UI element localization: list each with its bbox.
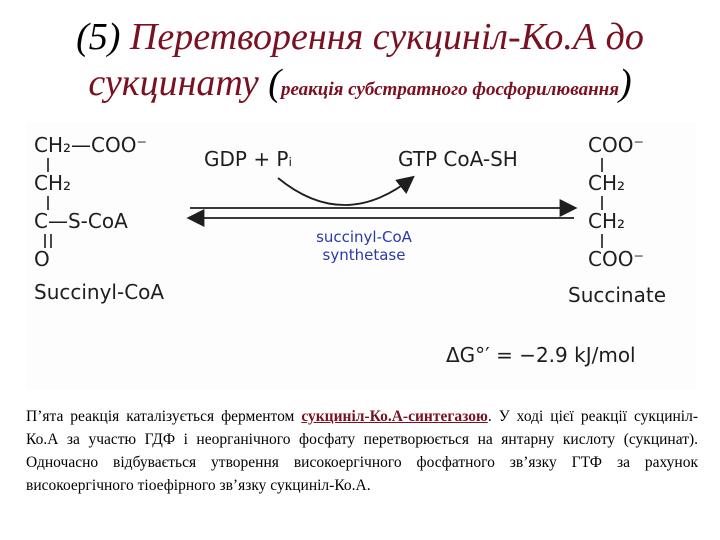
right-formula-row-3: CH₂ [588,209,626,233]
slide-title [0,14,720,113]
delta-g-label: ΔG°′ = −2.9 kJ/mol [446,343,636,367]
title-close-paren: ) [619,62,632,104]
right-formula-row-2: CH₂ [588,171,626,195]
cofactor-out-label: GTP CoA-SH [398,147,518,171]
description-enzyme-name: сукциніл-Ко.А-синтегазою [301,408,488,425]
description-text-before: П’ята реакція каталізується ферментом [26,408,302,425]
enzyme-label-line2: synthetase [322,246,406,264]
succinyl-coa-label: Succinyl-CoA [34,280,165,304]
title-line2: сукцинату [88,62,259,104]
left-formula-row-2: CH₂ [34,171,72,195]
left-formula-row-3: C—S-CoA [34,209,128,233]
title-subtitle: реакція субстратного фосфорилювання [280,79,620,100]
reaction-scheme [26,122,696,390]
right-formula-row-1: COO⁻ [588,133,645,157]
left-formula-row-1: CH₂—COO⁻ [34,133,148,157]
cofactor-curved-arrow [278,178,412,205]
enzyme-label-line1: succinyl-CoA [316,228,412,246]
right-formula-row-4: COO⁻ [588,247,645,271]
left-formula-row-4: O [34,247,50,271]
title-open-paren: ( [268,62,281,104]
description-text-after: . У ході цієї реакції сукциніл-Ко.А за участю ГДФ і неорганічного фосфату перетворюється на янтарну кислоту (сукцинат). Одночасно відбувається утворення високоергічного фосфатного зв’язку ГТФ за рахунок високоергічного тіоефірного зв’язку сукциніл-Ко.А. [26,408,699,494]
title-number: (5) [76,16,121,58]
succinate-label: Succinate [568,283,666,307]
title-line1: Перетворення сукциніл-Ко.А до [129,16,644,58]
description-paragraph [26,405,698,497]
reaction-scheme-svg [26,122,696,390]
cofactor-in-label: GDP + Pᵢ [204,147,293,171]
